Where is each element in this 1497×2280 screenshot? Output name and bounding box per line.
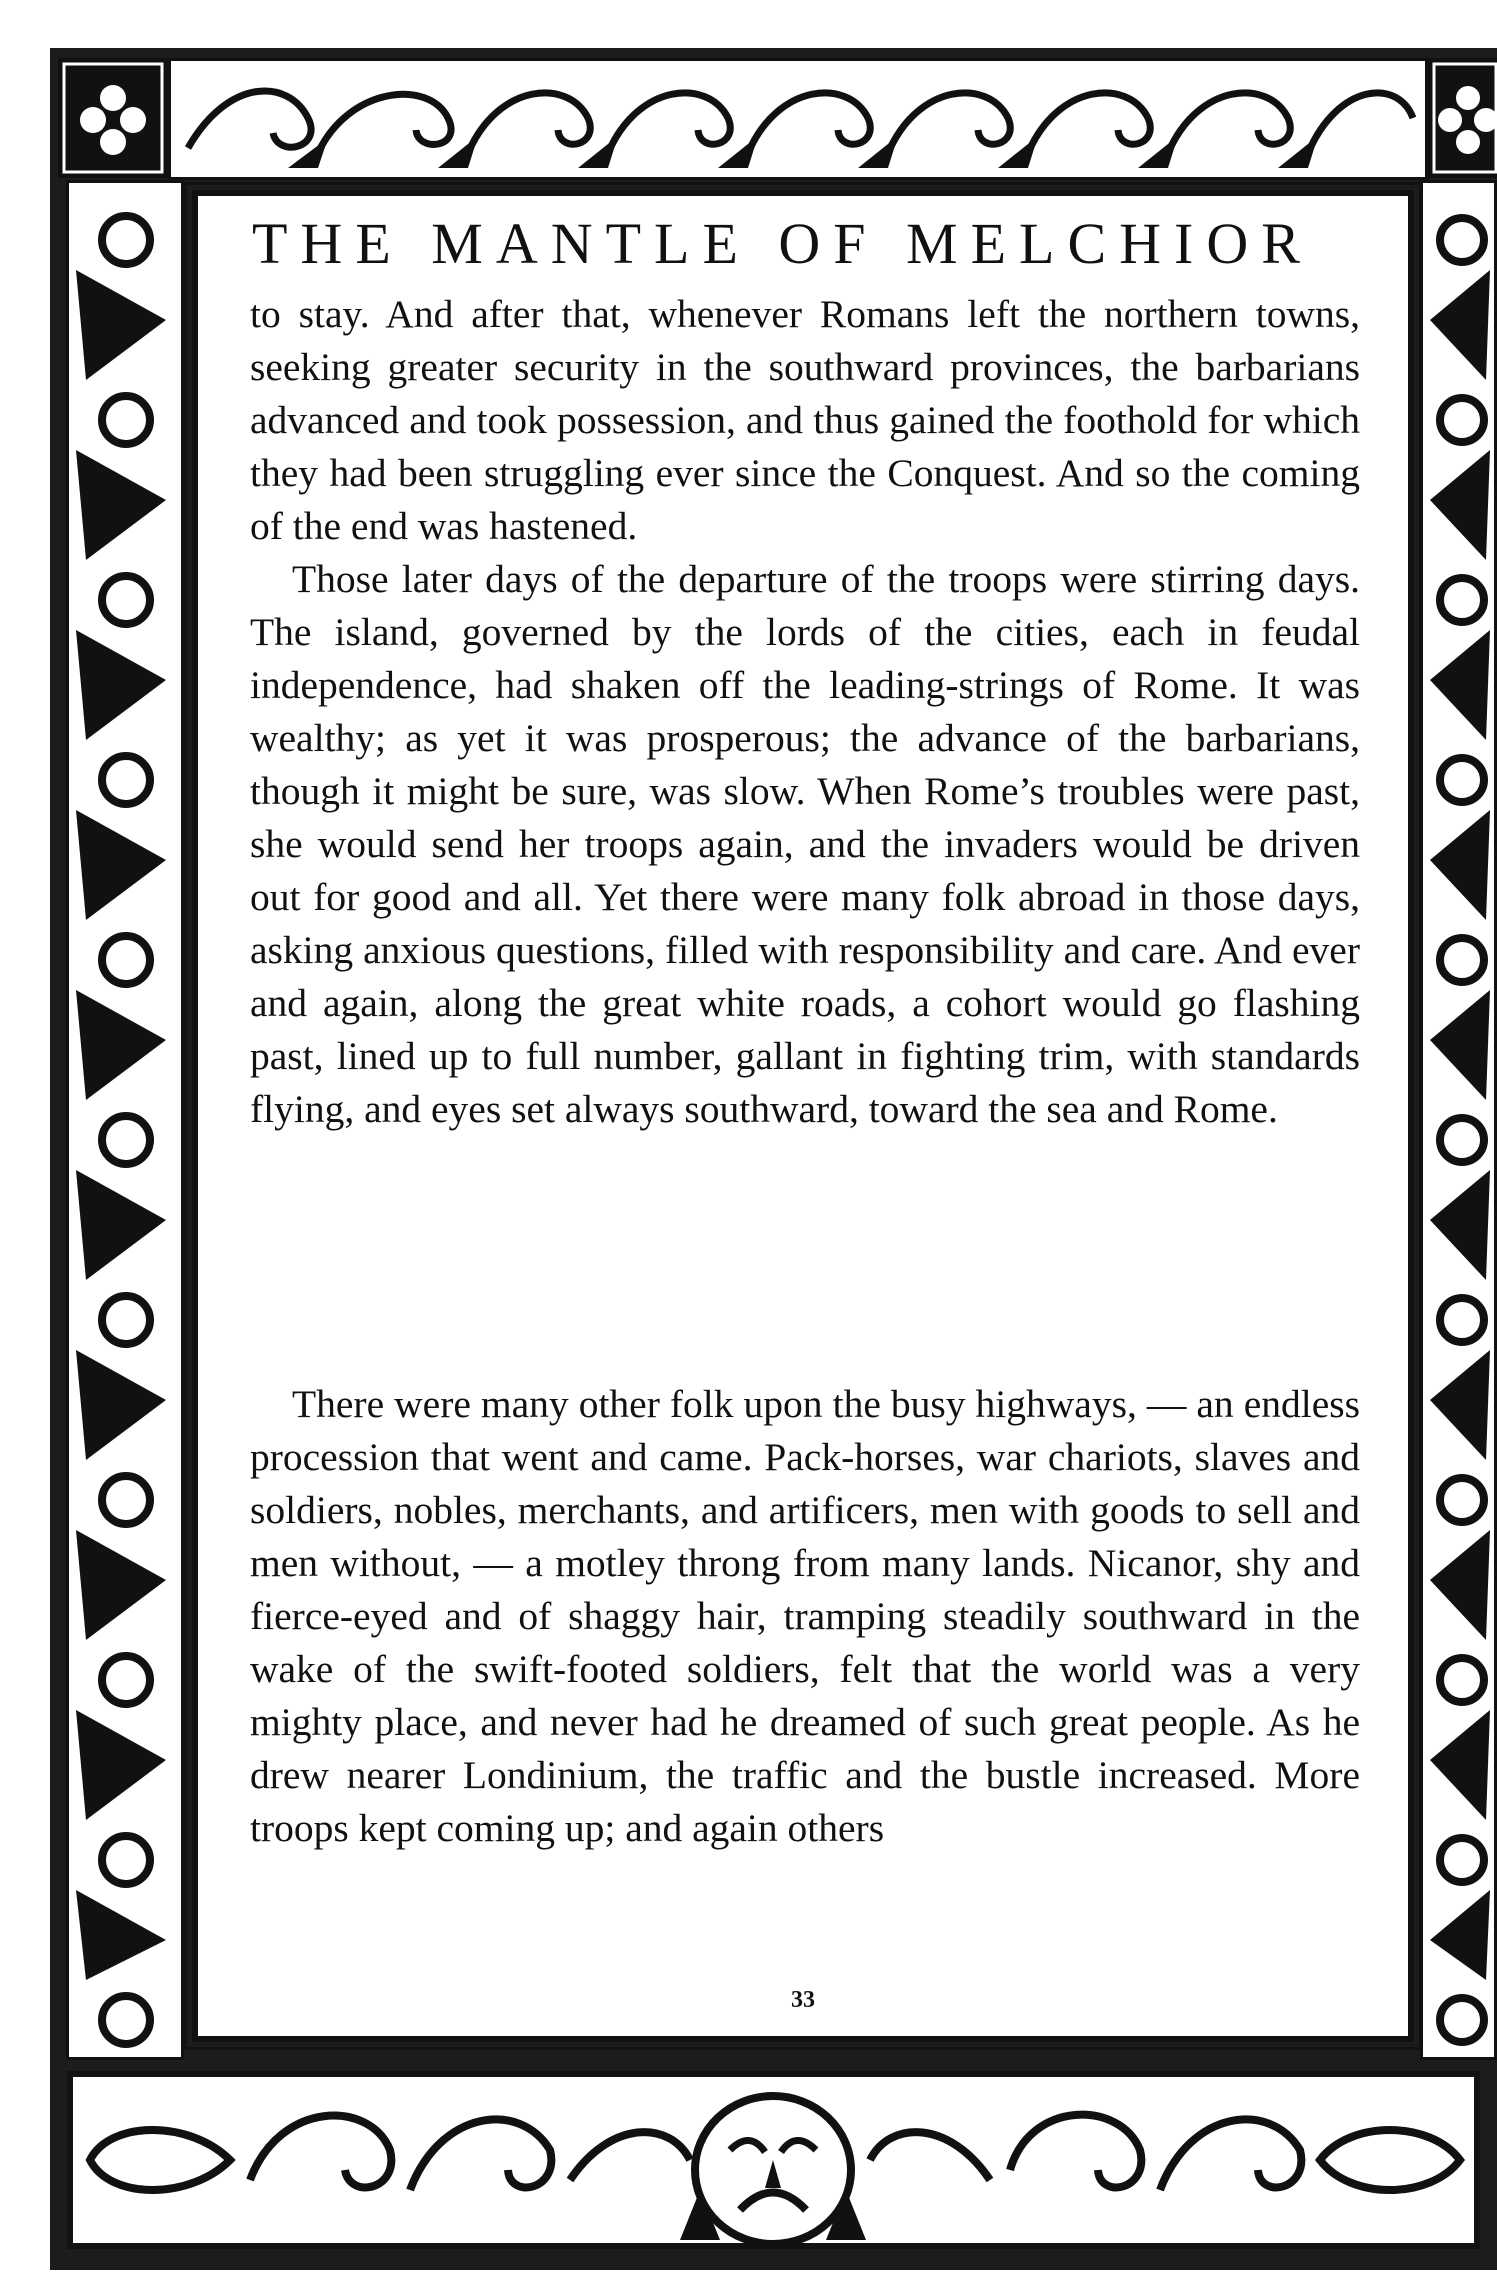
left-acanthus-ornament xyxy=(66,180,184,2060)
paragraph-3: There were many other folk upon the busy highways, — an endless procession that went and came. Pack-horses, war chariots, slaves and soldiers, nobles, merchants, and artificers, men with goods to sell and men without, — a motley throng from many lands. Nicanor, shy and fierce-eyed and of shaggy hair, tramping steadily southward in the wake of the swift-footed soldiers, felt that the world was a very mighty place, and never had he dreamed of such great people. As he drew nearer Londinium, the traffic and the bustle increased. More troops kept coming up; and again others xyxy=(250,1382,1360,1850)
page-number: 33 xyxy=(791,1987,815,2013)
text-panel xyxy=(192,190,1414,2042)
top-right-rosette-icon xyxy=(1428,58,1497,178)
mask-icon xyxy=(695,2096,851,2244)
paragraph-1: to stay. And after that, whenever Romans left the northern towns, seeking greater security in the southward provinces, the barbarians advanced and took possession, and thus gained the foothold for which they had been struggling ever since the Conquest. And so the coming of the end was hastened. xyxy=(250,292,1360,548)
top-scroll-ornament xyxy=(168,58,1428,180)
right-acanthus-ornament xyxy=(1420,180,1497,2060)
text-block-upper xyxy=(250,288,1360,1136)
text-block-lower xyxy=(250,1378,1360,1855)
bottom-mask-ornament xyxy=(50,2060,1497,2260)
running-title: THE MANTLE OF MELCHIOR xyxy=(252,211,1313,276)
paragraph-2: Those later days of the departure of the troops were stirring days. The island, governed by the lords of the cities, each in feudal independence, had shaken off the leading-strings of Rome. It was wealthy; as yet it was prosperous; the advance of the barbarians, though it might be sure, was slow. When Rome’s troubles were past, she would send her troops again, and the invaders would be driven out for good and all. Yet there were many folk abroad in those days, asking anxious questions, filled with responsibility and care. And ever and again, along the great white roads, a cohort would go flashing past, lined up to full number, gallant in fighting trim, with standards flying, and eyes set always southward, toward the sea and Rome. xyxy=(250,557,1360,1131)
top-left-rosette-icon xyxy=(58,58,168,178)
